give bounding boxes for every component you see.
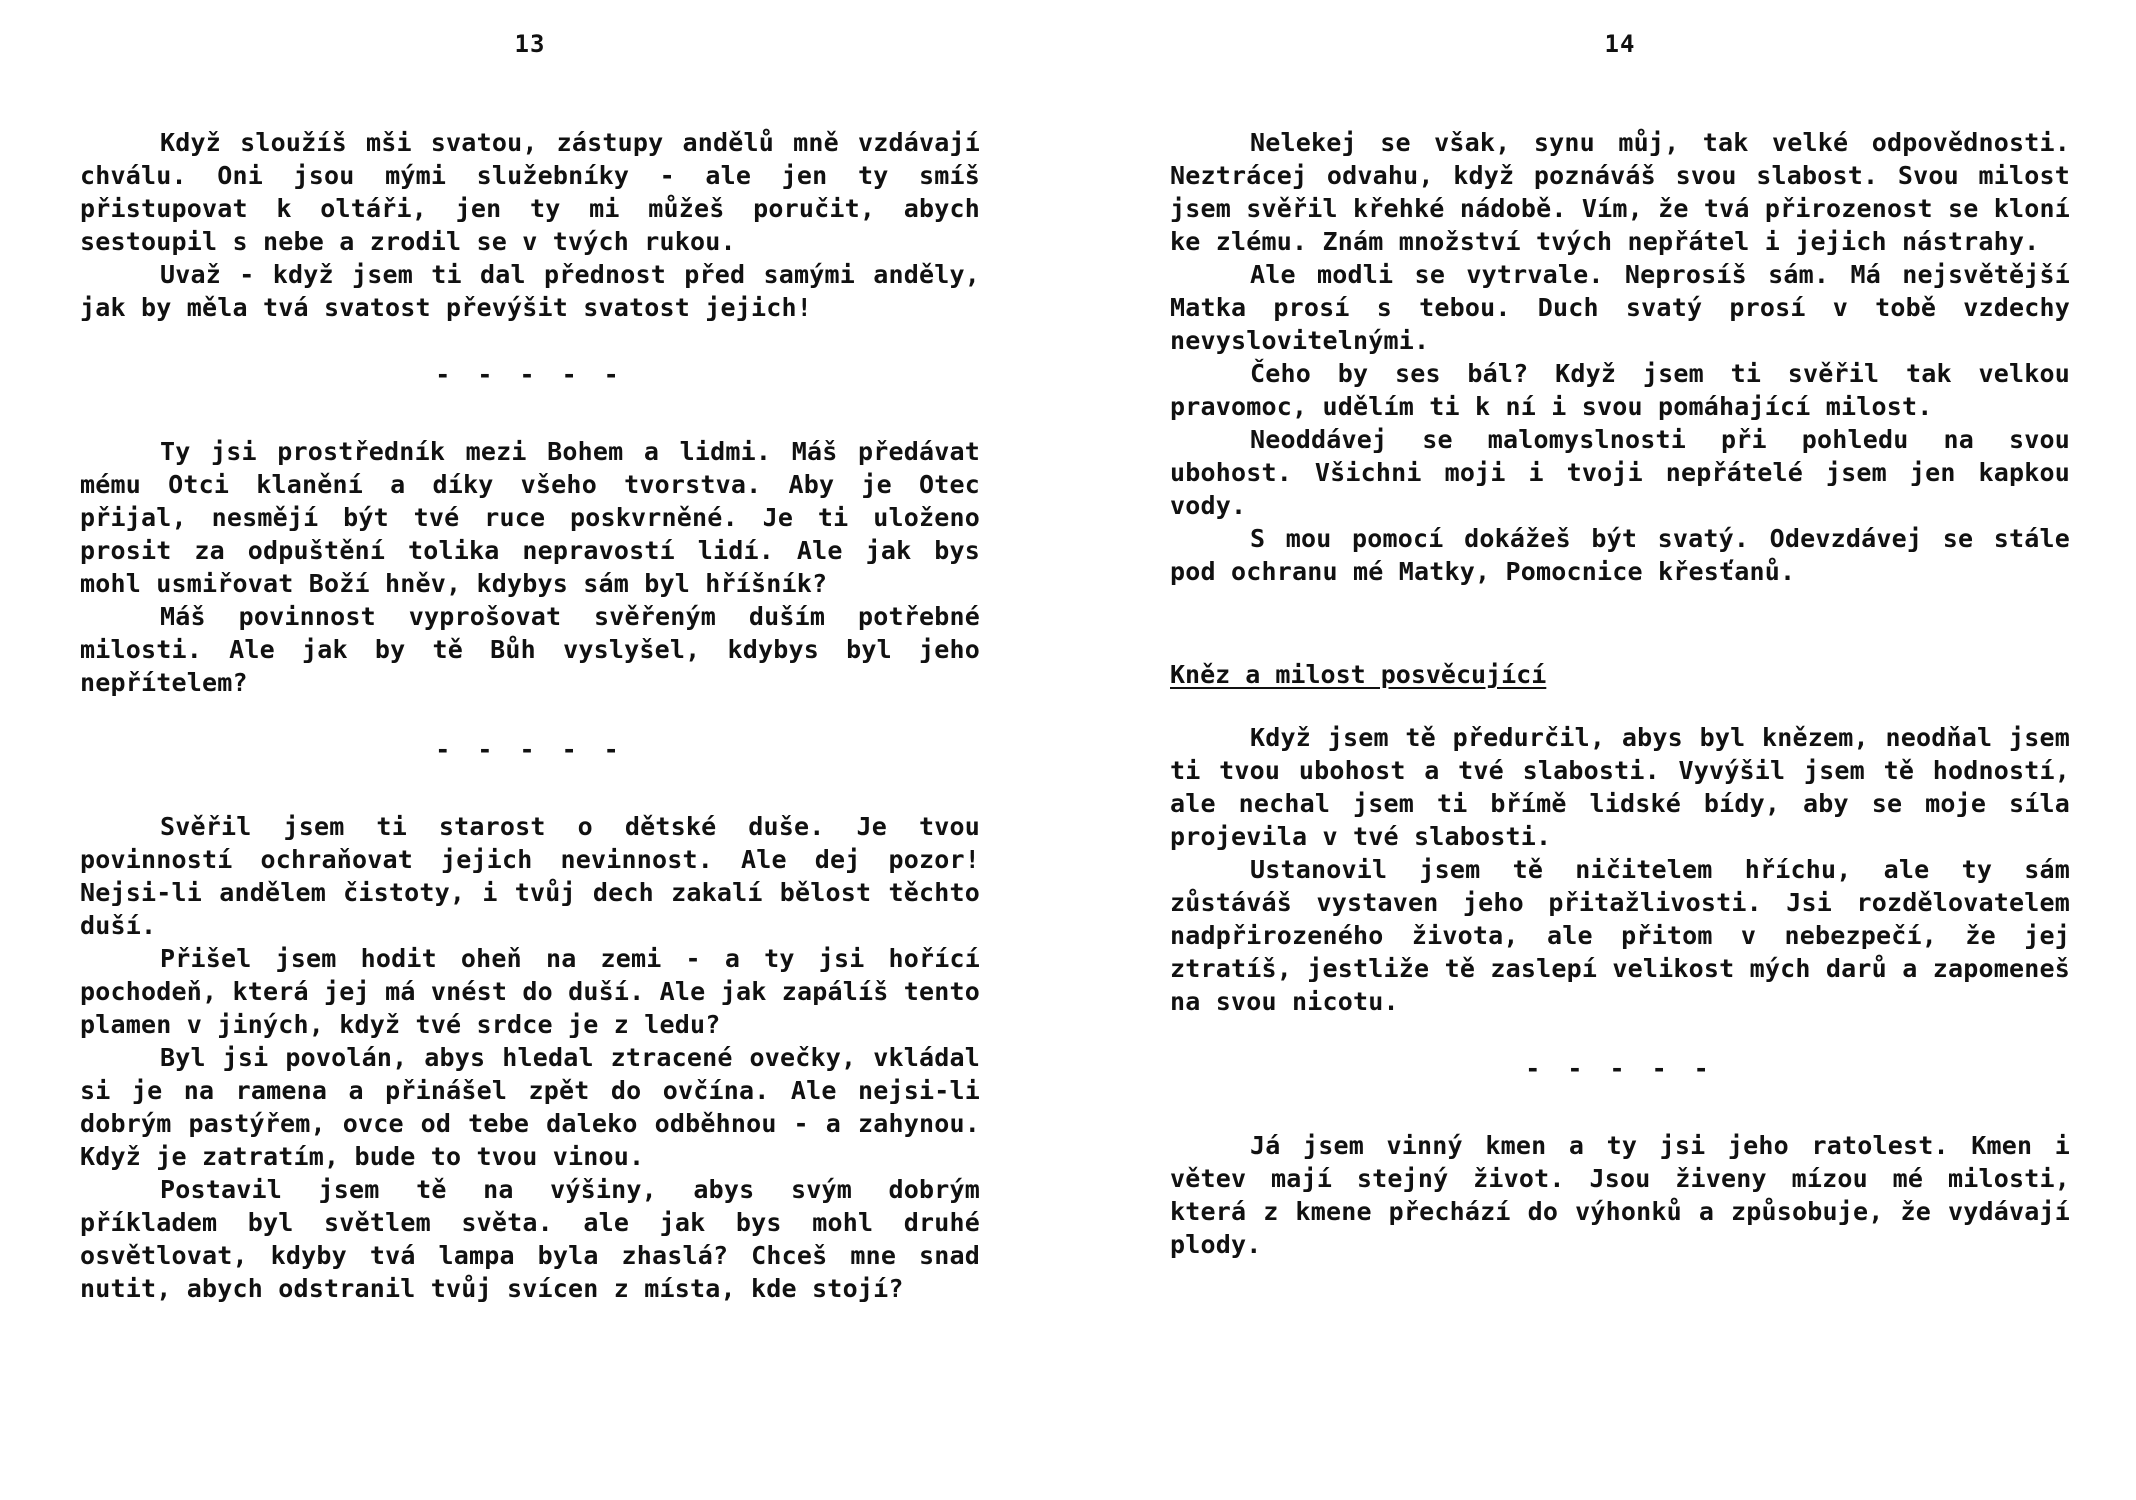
right-block-3	[1170, 1129, 2070, 1261]
right-block-2	[1170, 721, 2070, 1018]
section-separator: - - - - -	[435, 735, 625, 764]
paragraph: Čeho by ses bál? Když jsem ti svěřil tak velkou pravomoc, udělím ti k ní i svou pomáhající milost.	[1170, 359, 2070, 421]
left-block-2	[80, 435, 980, 699]
section-heading: Kněz a milost posvěcující	[1170, 660, 1547, 689]
left-page	[80, 0, 980, 1500]
section-separator: - - - - -	[435, 360, 625, 389]
left-page-content	[80, 126, 980, 1305]
paragraph: Nelekej se však, synu můj, tak velké odpovědnosti. Neztrácej odvahu, když poznáváš svou slabost. Svou milost jsem svěřil křehké nádobě. Vím, že tvá přirozenost se kloní ke zlému. Znám množství tvých nepřátel i jejich nástrahy.	[1170, 128, 2070, 256]
paragraph: Máš povinnost vyprošovat svěřeným duším potřebné milosti. Ale jak by tě Bůh vyslyšel, kdybys byl jeho nepřítelem?	[80, 602, 980, 697]
paragraph: Ty jsi prostředník mezi Bohem a lidmi. Máš předávat mému Otci klanění a díky všeho tvorstva. Aby je Otec přijal, nesmějí být tvé ruce poskvrněné. Je ti uloženo prosit za odpuštění tolika nepravostí lidí. Ale jak bys mohl usmiřovat Boží hněv, kdybys sám byl hříšník?	[80, 437, 980, 598]
paragraph: Postavil jsem tě na výšiny, abys svým dobrým příkladem byl světlem světa. ale jak bys mohl druhé osvětlovat, kdyby tvá lampa byla zhaslá? Chceš mne snad nutit, abych odstranil tvůj svícen z místa, kde stojí?	[80, 1175, 980, 1303]
paragraph: Přišel jsem hodit oheň na zemi - a ty jsi hořící pochodeň, která jej má vnést do duší. Ale jak zapálíš tento plamen v jiných, když tvé srdce je z ledu?	[80, 944, 980, 1039]
page-number-right: 14	[1604, 30, 1636, 58]
right-page-content	[1170, 126, 2070, 1261]
right-page	[1170, 0, 2070, 1500]
right-block-1	[1170, 126, 2070, 588]
paragraph: Když sloužíš mši svatou, zástupy andělů mně vzdávají chválu. Oni jsou mými služebníky - ale jen ty smíš přistupovat k oltáři, jen ty mi můžeš poručit, abych sestoupil s nebe a zrodil se v tvých rukou.	[80, 128, 980, 256]
paragraph: Byl jsi povolán, abys hledal ztracené ovečky, vkládal si je na ramena a přinášel zpět do ovčína. Ale nejsi-li dobrým pastýřem, ovce od tebe daleko odběhnou - a zahynou. Když je zatratím, bude to tvou vinou.	[80, 1043, 980, 1171]
page-number-left: 13	[514, 30, 546, 58]
left-block-1	[80, 126, 980, 324]
paragraph: S mou pomocí dokážeš být svatý. Odevzdávej se stále pod ochranu mé Matky, Pomocnice křesťanů.	[1170, 524, 2070, 586]
paragraph: Ustanovil jsem tě ničitelem hříchu, ale ty sám zůstáváš vystaven jeho přitažlivosti. Jsi rozdělovatelem nadpřirozeného života, ale přitom v nebezpečí, že jej ztratíš, jestliže tě zaslepí velikost mých darů a zapomeneš na svou nicotu.	[1170, 855, 2070, 1016]
section-separator: - - - - -	[1525, 1054, 1715, 1083]
paragraph: Když jsem tě předurčil, abys byl knězem, neodňal jsem ti tvou ubohost a tvé slabosti. Vyvýšil jsem tě hodností, ale nechal jsem ti břímě lidské bídy, aby se moje síla projevila v tvé slabosti.	[1170, 723, 2070, 851]
paragraph: Neoddávej se malomyslnosti při pohledu na svou ubohost. Všichni moji i tvoji nepřátelé jsem jen kapkou vody.	[1170, 425, 2070, 520]
paragraph: Ale modli se vytrvale. Neprosíš sám. Má nejsvětější Matka prosí s tebou. Duch svatý prosí v tobě vzdechy nevyslovitelnými.	[1170, 260, 2070, 355]
paragraph: Svěřil jsem ti starost o dětské duše. Je tvou povinností ochraňovat jejich nevinnost. Ale dej pozor! Nejsi-li andělem čistoty, i tvůj dech zakalí bělost těchto duší.	[80, 812, 980, 940]
paragraph: Já jsem vinný kmen a ty jsi jeho ratolest. Kmen i větev mají stejný život. Jsou živeny mízou mé milosti, která z kmene přechází do výhonků a způsobuje, že vydávají plody.	[1170, 1131, 2070, 1259]
left-block-3	[80, 810, 980, 1305]
paragraph: Uvaž - když jsem ti dal přednost před samými anděly, jak by měla tvá svatost převýšit svatost jejich!	[80, 260, 980, 322]
